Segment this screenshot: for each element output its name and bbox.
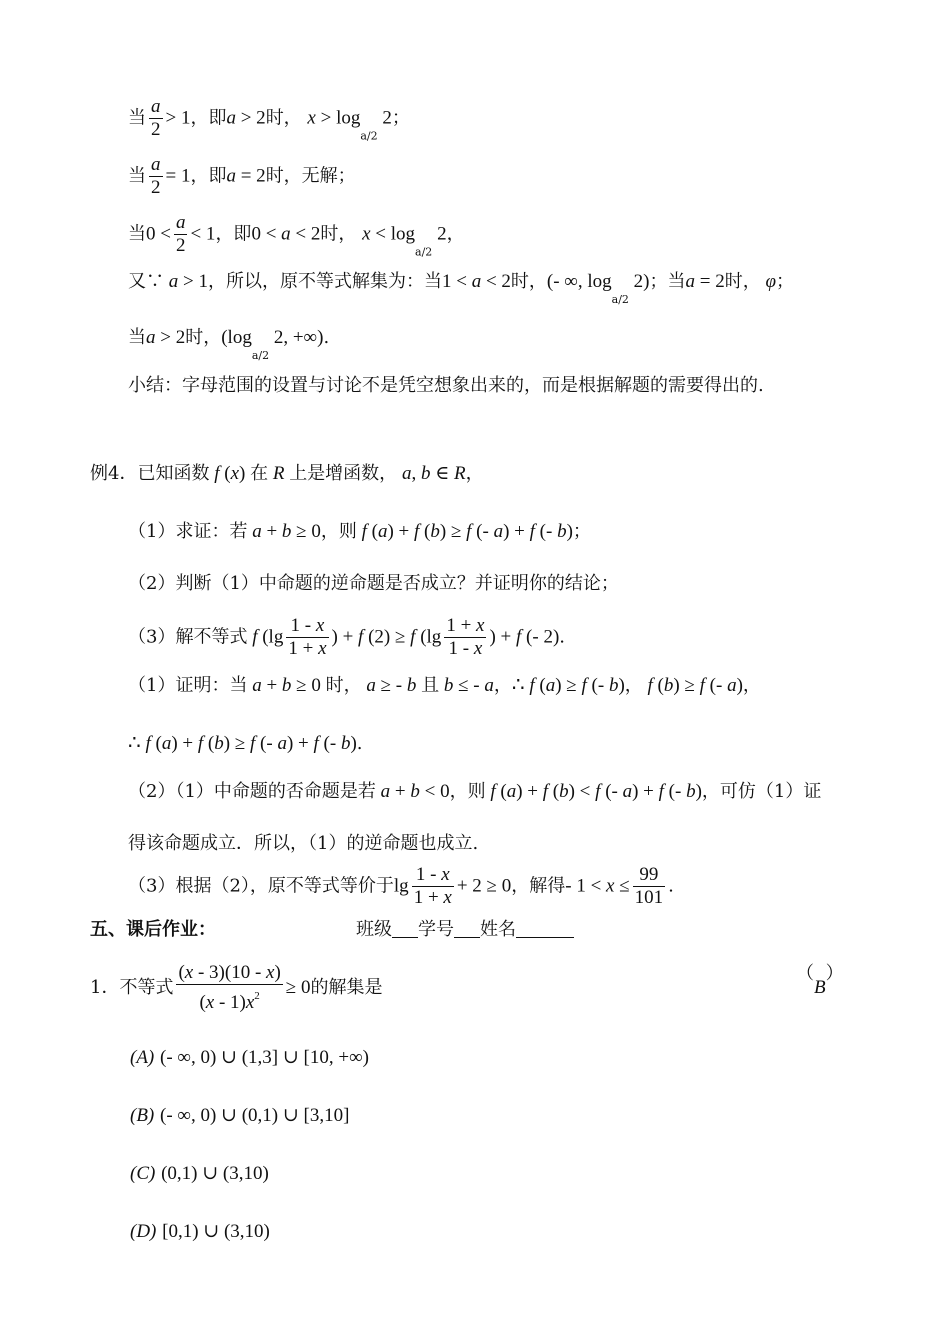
inequality-fraction: $\frac{(x - 3)(10 - x)}{(x - 1)x^2}$: [178, 962, 281, 1013]
example-4-proof-1-conclusion: ∴ f (a) + f (b) ≥ f (- a) + f (- b).: [128, 730, 363, 754]
student-id-blank[interactable]: [454, 919, 480, 938]
solution-summary-line: 又∵ a > 1，所以，原不等式解集为：当1 < a < 2时，(- ∞, $\log_{a/2} 2$)；当a = 2时， φ；: [128, 271, 794, 306]
example-4-proof-3: （3）根据（2），原不等式等价于lg $\frac{1 - x}{1 + x}$ + 2 ≥ 0，解得- 1 < x ≤ $\frac{99}{101}$ .: [128, 864, 674, 908]
fraction-a-over-2: $\frac{a}{2}$: [151, 154, 161, 198]
fraction-a-over-2: $\frac{a}{2}$: [151, 96, 161, 140]
class-blank[interactable]: [392, 919, 418, 938]
example-4-question-3: （3）解不等式 f (lg $\frac{1 - x}{1 + x}$ ) + f (2) ≥ f (lg $\frac{1 + x}{1 - x}$ ) + f (- 2).: [128, 615, 566, 659]
answer-value: B: [814, 977, 826, 998]
fraction-1mx-over-1px: $\frac{1 - x}{1 + x}$: [288, 615, 327, 659]
option-a[interactable]: (A) (- ∞, 0) ∪ (1,3] ∪ [10, +∞): [130, 1047, 369, 1068]
option-c[interactable]: (C) (0,1) ∪ (3,10): [130, 1163, 269, 1184]
fraction-a-over-2: $\frac{a}{2}$: [175, 212, 186, 256]
answer-box: （B）: [796, 963, 844, 998]
example-4-question-2: （2）判断（1）中命题的逆命题是否成立？并证明你的结论；: [128, 573, 619, 594]
solution-final-line: 当a > 2时，($\log_{a/2}$ 2, +∞).: [128, 327, 330, 362]
example-4-intro: 例4．已知函数 f (x) 在 R 上是增函数， a, b ∈ R，: [90, 463, 484, 484]
fraction-1mx-over-1px: $\frac{1 - x}{1 + x}$: [413, 864, 452, 908]
example-4-proof-1: （1）证明：当 a + b ≥ 0 时， a ≥ - b 且 b ≤ - a，∴ f (a) ≥ f (- b)， f (b) ≥ f (- a)，: [128, 672, 761, 696]
homework-heading: 五、课后作业：: [90, 919, 216, 940]
case-line-3: 当0 < $\frac{a}{2}$ < 1，即0 < a < 2时， $x < \log_{a/2} 2$，: [128, 212, 465, 259]
student-name-blank[interactable]: [516, 919, 574, 938]
example-4-proof-2: （2）（1）中命题的否命题是若 a + b < 0，则 f (a) + f (b) < f (- a) + f (- b)，可仿（1）证: [128, 781, 822, 802]
option-b[interactable]: (B) (- ∞, 0) ∪ (0,1) ∪ [3,10]: [130, 1105, 350, 1126]
option-d[interactable]: (D) [0,1) ∪ (3,10): [130, 1221, 270, 1242]
fraction-1px-over-1mx: $\frac{1 + x}{1 - x}$: [446, 615, 485, 659]
case-line-2: 当 $\frac{a}{2}$ = 1，即a = 2时，无解；: [128, 154, 356, 198]
case-line-1: 当 $\frac{a}{2}$ > 1，即a > 2时， $x > \log_{a/2} 2$；: [128, 96, 410, 143]
example-4-question-1: （1）求证：若 a + b ≥ 0，则 f (a) + f (b) ≥ f (- a) + f (- b)；: [128, 521, 591, 542]
student-info-fields: 班级 学号 姓名: [356, 918, 574, 942]
summary-note: 小结：字母范围的设置与讨论不是凭空想象出来的，而是根据解题的需要得出的.: [128, 375, 764, 396]
homework-question-1: 1．不等式 $\frac{(x - 3)(10 - x)}{(x - 1)x^2}$ ≥ 0的解集是: [90, 962, 383, 1013]
fraction-99-over-101: $\frac{99}{101}$: [634, 864, 664, 908]
example-4-proof-2-conclusion: 得该命题成立．所以，（1）的逆命题也成立.: [128, 833, 479, 854]
